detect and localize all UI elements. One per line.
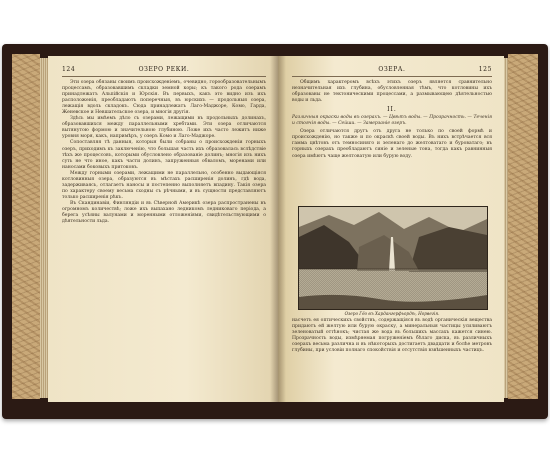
marbled-edge-right <box>508 54 538 399</box>
open-book <box>2 44 548 419</box>
paragraph: Озера отличаются другъ отъ друга не только по своей формѣ и происхожденію, но также и по окраскѣ своей воды. Въ нихъ встрѣчается вся гамма цвѣтовъ отъ темносиняго и зеленаго до желтоватаго и буроватаго; въ горныхъ озерахъ преобладаютъ синіе и зеленые тона, тогда какъ равнинныя озера имѣютъ чаще желтоватую или бурую воду. <box>292 129 492 159</box>
page-edges-left <box>40 58 48 398</box>
header-rule-right <box>292 76 492 77</box>
book-gutter <box>270 56 286 402</box>
section-number: II. <box>387 106 397 114</box>
section-subhead: Различныя окраски воды въ озерахъ. — Цвѣтъ воды. — Прозрачность. — Теченія и стоячія воды. — Сейши. — Замерзаніе озеръ. <box>292 115 492 127</box>
paragraph: Сопоставляя тѣ данныя, которыя были собраны о происхожденіи горныхъ озеръ, приходимъ къ заключенію, что большая часть ихъ образовалась вслѣдствіе тѣхъ же процессовъ, которыми обусловлено образованіе долинъ; многія изъ нихъ суть не что иное, какъ части долинъ, запруженныя обваломъ, моренами или наносами боковыхъ притоковъ. <box>62 140 266 170</box>
paragraph: Между горными озерами, лежащими не параллельно, особенно выдающіяся котловинныя озера, образуются въ мѣстахъ расширенія долинъ, гдѣ вода, задерживаясь, отлагаетъ наносы и постепенно выполняетъ впадину. Такія озера по характеру своему весьма сходны съ рѣчными, и въ сущности представляютъ только расширенія рѣкъ. <box>62 170 266 200</box>
paragraph: Здѣсь мы имѣемъ дѣло съ озерами, лежащими въ продольныхъ долинахъ, образовавшихся между параллельными хребтами. Эти озера отличаются вытянутою формою и значительною глубиною. Ложе ихъ часто лежитъ ниже уровня моря, какъ, напримѣръ, у озеръ Комо и Лаго-Маджоре. <box>62 116 266 140</box>
running-head-right <box>292 66 492 76</box>
page-number-right: 125 <box>478 66 492 73</box>
header-rule-left <box>62 76 266 77</box>
paragraph: Общимъ характеромъ всѣхъ этихъ озеръ является сравнительно незначительная ихъ глубина, обусловленная тѣмъ, что котловины ихъ образованы не тектоническими процессами, а размывающею дѣятельностью воды и льда. <box>292 80 492 104</box>
right-page <box>278 56 504 402</box>
page-number-left: 124 <box>62 66 76 73</box>
running-head-left <box>62 66 266 76</box>
figure-caption: Озеро Гёо въ Хардангерфьордѣ, Норвегія. <box>344 311 440 316</box>
running-title-left: ОЗЕРО РЕКИ. <box>138 66 190 73</box>
running-title-right: ОЗЕРА. <box>378 66 406 73</box>
lake-engraving-figure <box>298 206 488 310</box>
paragraph: Эти озера обязаны своимъ происхожденіемъ, очевидно, горообразовательнымъ процессамъ, образовавшимъ складки земной коры; къ такого рода озерамъ принадлежатъ Альпійскія и Юрскія. Въ первыхъ, какъ это видно изъ ихъ расположенія, преобладаютъ поперечныя, въ юрскихъ — продольныя озера, лежащія вдоль складокъ. Сюда принадлежатъ Лаго-Маджоре, Комо, Гарда, Женевское и Невшательское озера, и многія другія. <box>62 80 266 116</box>
paragraph: насчетъ ея оптическихъ свойствъ, содержащіяся въ водѣ органическія вещества придаютъ ей желтую или бурую окраску, а минеральныя частицы усиливаютъ зеленоватый оттѣнокъ; чистая же вода въ большихъ массахъ кажется синею. Прозрачность воды, измѣряемая погруженіемъ бѣлаго диска, въ различныхъ озерахъ весьма различна и въ нѣкоторыхъ достигаетъ двадцати и болѣе метровъ глубины, при условіи полнаго спокойствія и отсутствія взвѣшенныхъ частицъ. <box>292 318 492 354</box>
marbled-edge-left <box>12 54 40 399</box>
right-page-body-top <box>292 80 492 160</box>
left-page-body <box>62 80 266 225</box>
paragraph: Въ Скандинавіи, Финляндіи и въ Сѣверной Америкѣ озера распространены въ огромномъ количествѣ; ложе ихъ выпахано ледникомъ ледниковаго періода, а берега усѣяны валунами и моренными отложеніями, свидѣтельствующими о дѣятельности льда. <box>62 200 266 225</box>
right-page-body-bottom <box>292 318 492 354</box>
left-page <box>48 56 278 402</box>
mountain-lake-illustration <box>299 207 487 309</box>
